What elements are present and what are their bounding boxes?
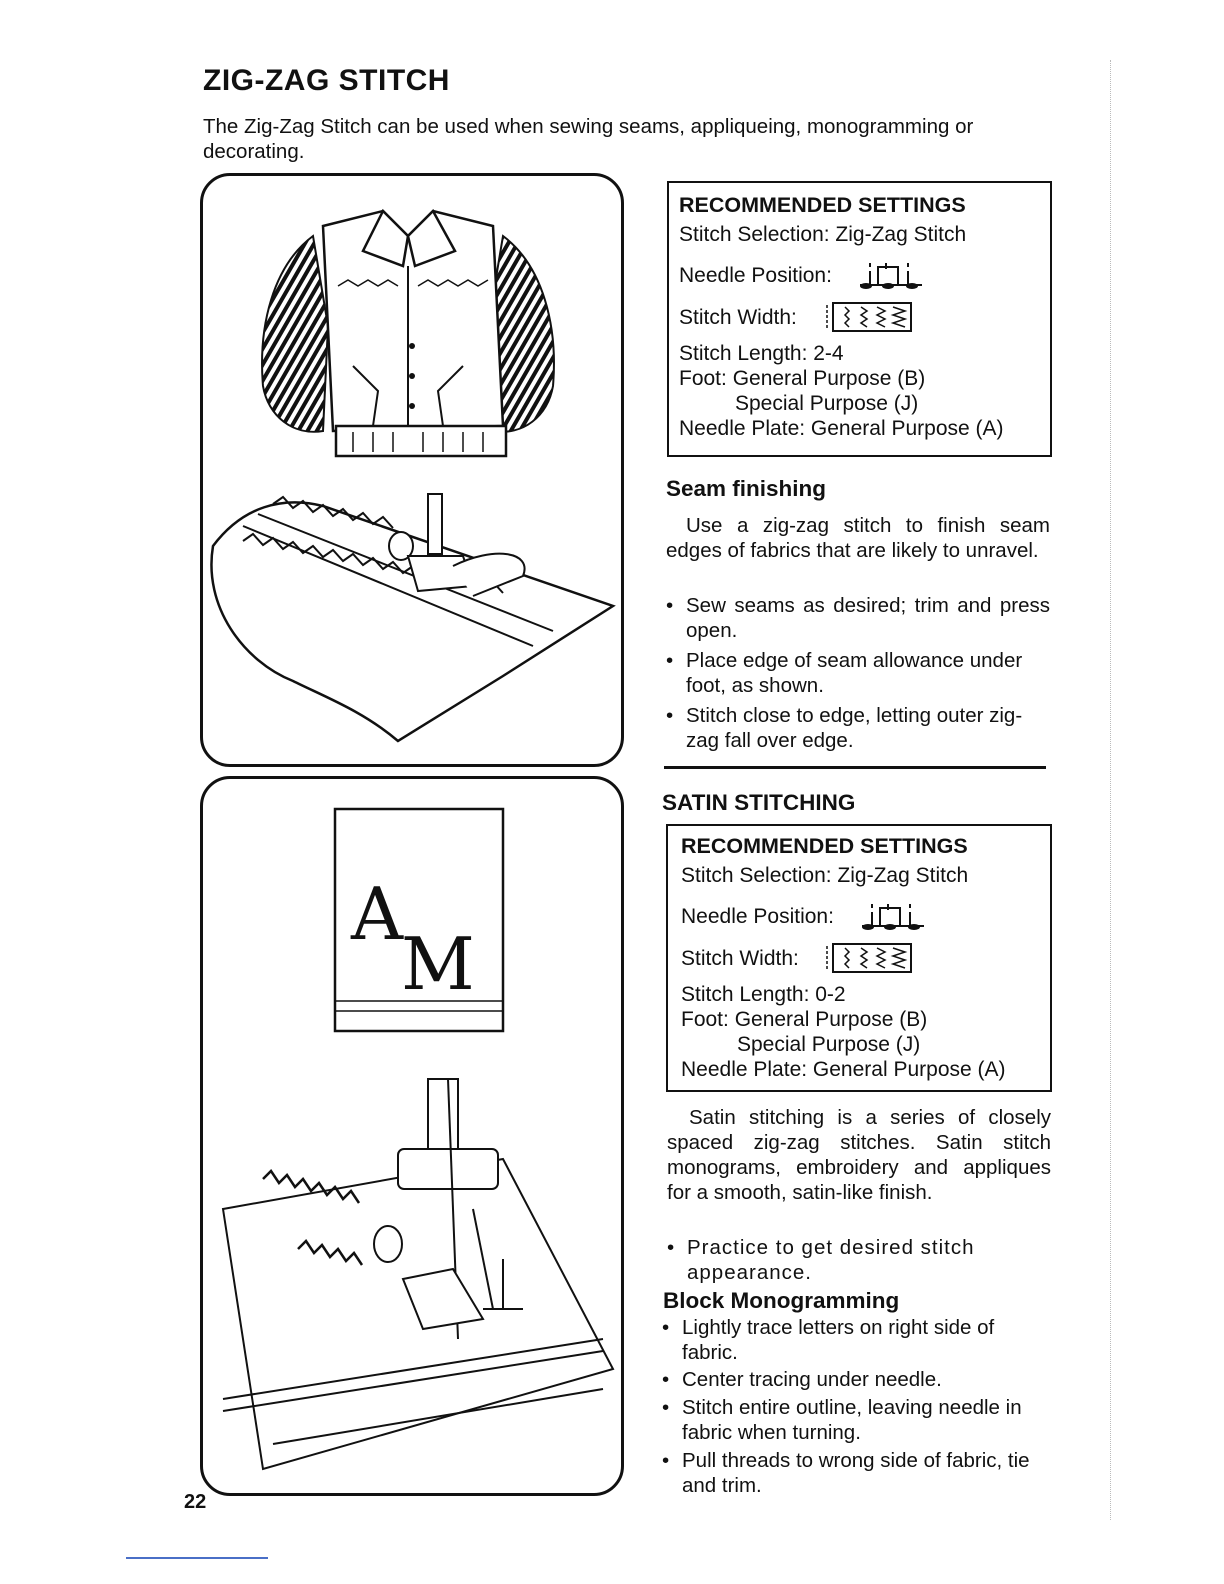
scan-artifact-line xyxy=(126,1557,268,1559)
stitch-width-icon xyxy=(823,301,915,333)
zigzag-foot-2: Special Purpose (J) xyxy=(735,392,919,415)
page-title: ZIG-ZAG STITCH xyxy=(203,64,450,97)
satin-foot-2: Special Purpose (J) xyxy=(737,1033,921,1056)
zigzag-foot-1: Foot: General Purpose (B) xyxy=(679,367,926,390)
satin-stitch-width-label: Stitch Width: xyxy=(681,946,799,970)
left-sleeve xyxy=(262,236,328,432)
monogram-illustration xyxy=(203,779,621,1493)
zigzag-needle-plate: Needle Plate: General Purpose (A) xyxy=(679,417,1004,440)
satin-stitch-selection: Stitch Selection: Zig-Zag Stitch xyxy=(681,864,969,887)
zigzag-stitch-selection: Stitch Selection: Zig-Zag Stitch xyxy=(679,223,967,246)
stitch-width-icon xyxy=(823,942,915,974)
zigzag-needle-position-label: Needle Position: xyxy=(679,263,832,287)
satin-stitching-heading: SATIN STITCHING xyxy=(662,790,856,815)
monogram-bullet-1: • Lightly trace letters on right side of fabric. xyxy=(662,1316,995,1364)
page-number: 22 xyxy=(184,1491,207,1513)
needle-position-icon xyxy=(858,900,930,932)
seam-bullet-2: • Place edge of seam allowance under foot, as shown. xyxy=(666,649,1023,697)
satin-foot-1: Foot: General Purpose (B) xyxy=(681,1008,928,1031)
seam-finishing-heading: Seam finishing xyxy=(666,476,827,501)
monogram-bullet-2: • Center tracing under needle. xyxy=(662,1368,942,1391)
needle-bar xyxy=(428,494,442,554)
satin-body: Satin stitching is a series of closely spaced zig-zag stitches. Satin stitch monograms, embroidery and appliques for a smooth, satin-like finish. xyxy=(667,1106,1051,1204)
satin-needle-position-label: Needle Position: xyxy=(681,904,834,928)
satin-stitch-length: Stitch Length: 0-2 xyxy=(681,983,846,1006)
seam-bullet-1: • Sew seams as desired; trim and press open. xyxy=(666,594,1050,642)
satin-needle-plate: Needle Plate: General Purpose (A) xyxy=(681,1058,1006,1081)
monogram-bullet-3: • Stitch entire outline, leaving needle in fabric when turning. xyxy=(662,1396,1022,1444)
seam-finishing-body: Use a zig-zag stitch to finish seam edges of fabrics that are likely to unravel. xyxy=(666,514,1050,562)
satin-settings-box xyxy=(666,824,1052,1092)
monogram-bullet-4: • Pull threads to wrong side of fabric, tie and trim. xyxy=(662,1449,1030,1497)
needle-position-icon xyxy=(856,259,928,291)
satin-settings-heading: RECOMMENDED SETTINGS xyxy=(681,834,968,858)
jacket-illustration-frame xyxy=(200,173,624,767)
monogram-letter-m: M xyxy=(401,922,475,1006)
zigzag-stitch-length: Stitch Length: 2-4 xyxy=(679,342,844,365)
jacket-seam-illustration xyxy=(203,176,621,764)
satin-bullet: • Practice to get desired stitch appearance. xyxy=(667,1236,975,1284)
section-divider xyxy=(664,766,1046,769)
monogram-illustration-frame xyxy=(200,776,624,1496)
scan-edge xyxy=(1110,60,1115,1520)
zigzag-stitch-width-label: Stitch Width: xyxy=(679,305,797,329)
intro-text: The Zig-Zag Stitch can be used when sewing seams, appliqueing, monogramming or decorating. xyxy=(203,115,974,163)
seam-bullet-3: • Stitch close to edge, letting outer zig-zag fall over edge. xyxy=(666,704,1023,752)
block-monogramming-heading: Block Monogramming xyxy=(663,1288,900,1313)
zigzag-settings-box xyxy=(667,181,1052,457)
monogram-letter-a: A xyxy=(351,872,403,956)
zigzag-settings-heading: RECOMMENDED SETTINGS xyxy=(679,193,966,217)
